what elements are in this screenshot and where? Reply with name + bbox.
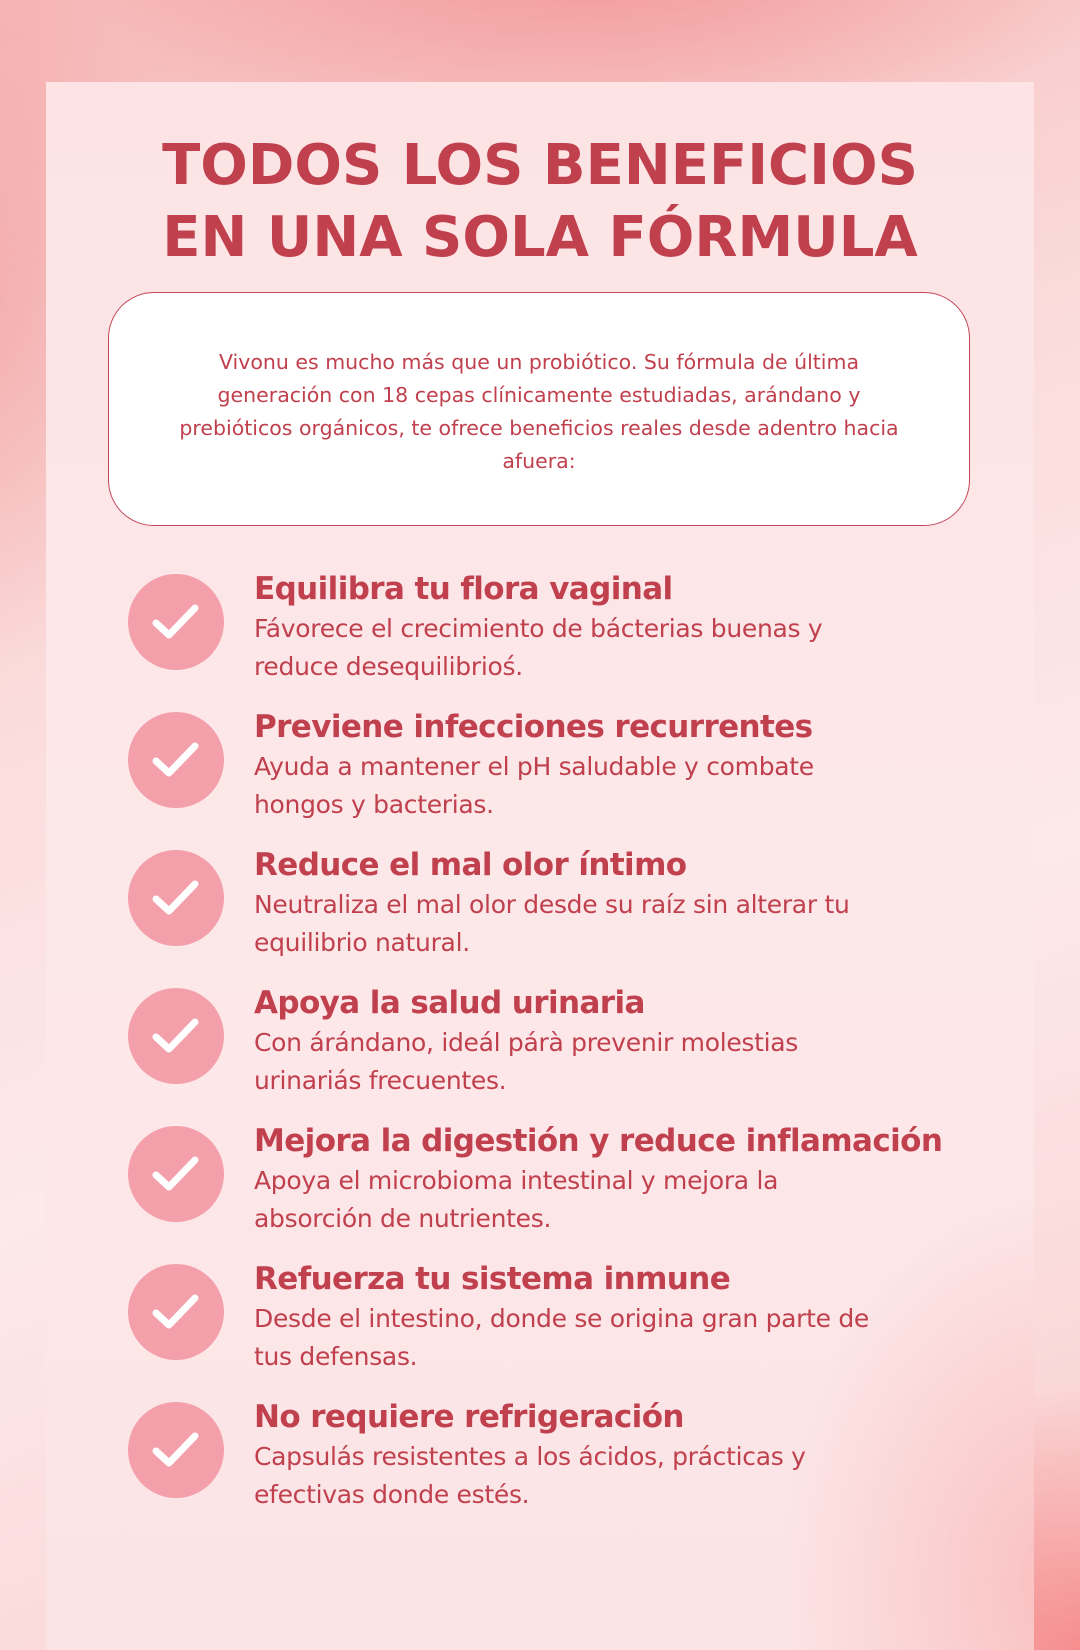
page-title-line-1: TODOS LOS BENEFICIOS — [162, 133, 918, 198]
benefit-item — [46, 1120, 1034, 1258]
benefit-description: Capsulás resistentes a los ácidos, prácticas y efectivas donde estés. — [254, 1442, 806, 1509]
benefits-list — [46, 568, 1034, 1534]
benefit-title: Equilibra tu flora vaginal — [254, 571, 673, 607]
benefit-title: Refuerza tu sistema inmune — [254, 1261, 731, 1297]
benefit-description: Neutraliza el mal olor desde su raíz sin alterar tu equilibrio natural. — [254, 890, 850, 957]
benefit-title: Apoya la salud urinaria — [254, 985, 645, 1021]
benefit-title: Previene infecciones recurrentes — [254, 709, 813, 745]
benefit-item — [46, 568, 1034, 706]
check-icon — [128, 1126, 224, 1222]
intro-text: Vivonu es mucho más que un probiótico. Su fórmula de última generación con 18 cepas clínicamente estudiadas, arándano y prebióticos orgánicos, te ofrece beneficios reales desde adentro hacia afuera: — [179, 350, 899, 473]
intro-card — [108, 292, 970, 526]
check-icon — [128, 1402, 224, 1498]
benefit-description: Desde el intestino, donde se origina gran parte de tus defensas. — [254, 1304, 870, 1371]
check-icon — [128, 574, 224, 670]
benefit-description: Fávorece el crecimiento de bácterias buenas y reduce desequilibrioś. — [254, 614, 823, 681]
check-icon — [128, 988, 224, 1084]
benefit-item — [46, 706, 1034, 844]
benefit-item — [46, 1258, 1034, 1396]
content-panel — [46, 82, 1034, 1650]
page-title — [46, 130, 1034, 274]
check-icon — [128, 850, 224, 946]
page-title-line-2: EN UNA SOLA FÓRMULA — [162, 205, 918, 270]
benefit-title: No requiere refrigeración — [254, 1399, 684, 1435]
check-icon — [128, 712, 224, 808]
benefit-description: Apoya el microbioma intestinal y mejora la absorción de nutrientes. — [254, 1166, 779, 1233]
benefit-title: Mejora la digestión y reduce inflamación — [254, 1123, 943, 1159]
benefit-item — [46, 982, 1034, 1120]
check-icon — [128, 1264, 224, 1360]
benefit-title: Reduce el mal olor íntimo — [254, 847, 687, 883]
benefit-item — [46, 844, 1034, 982]
benefit-item — [46, 1396, 1034, 1534]
benefit-description: Con árándano, ideál párà prevenir molestias urinariás frecuentes. — [254, 1028, 799, 1095]
benefit-description: Ayuda a mantener el pH saludable y combate hongos y bacterias. — [254, 752, 814, 819]
